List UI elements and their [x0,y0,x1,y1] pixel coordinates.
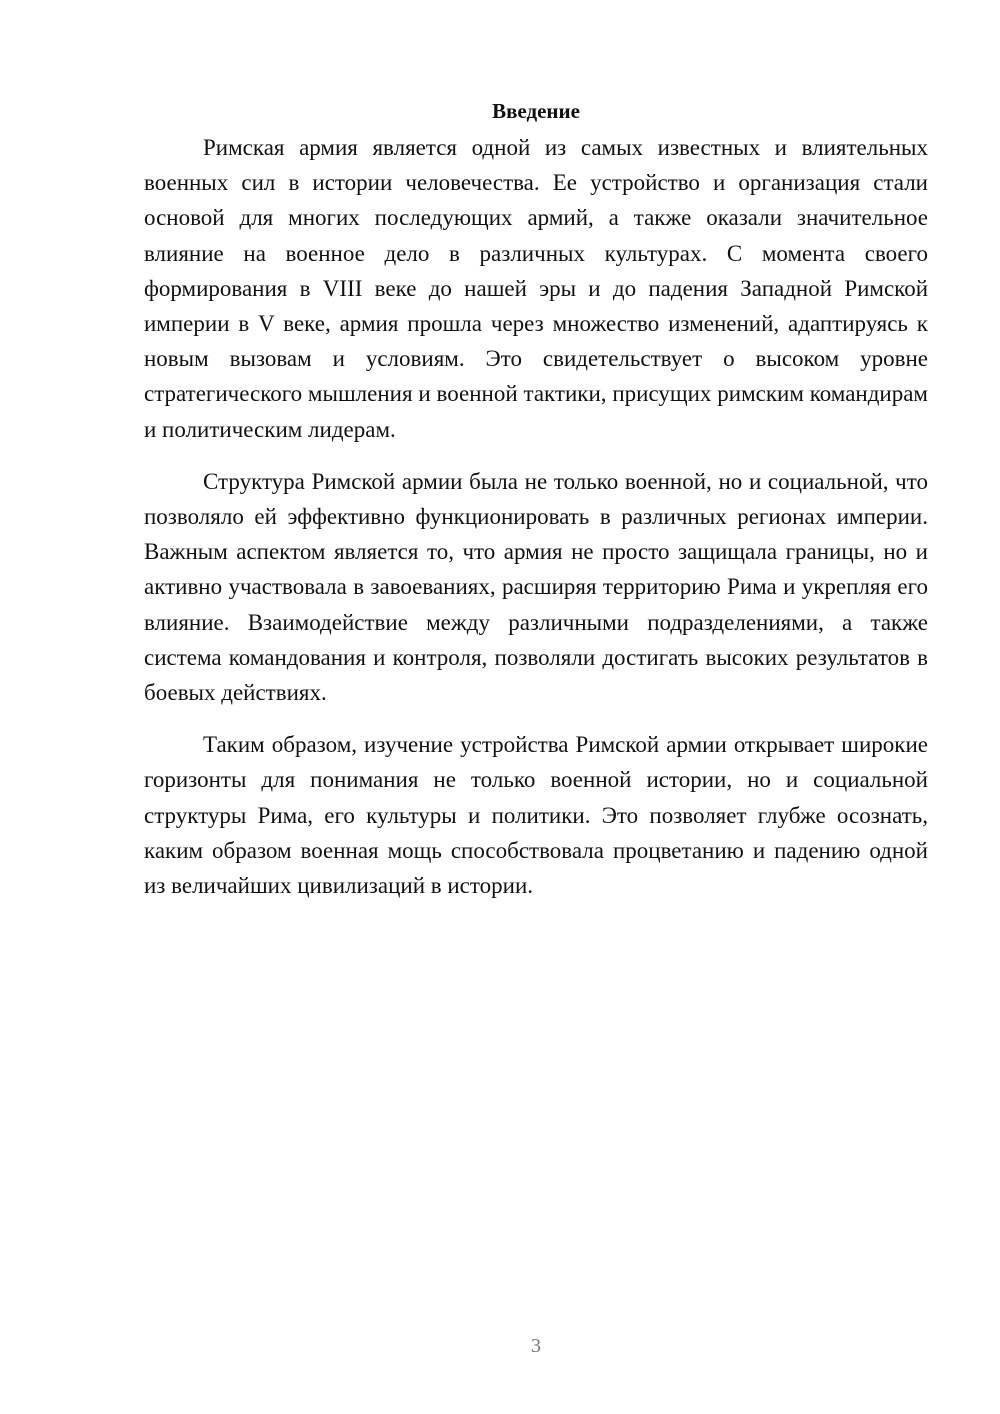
paragraph-1: Римская армия является одной из самых известных и влиятельных военных сил в истории человечества. Ее устройство и организация стали основой для многих последующих армий, а также оказали значительное влияние на военное дело в различных культурах. С момента своего формирования в VIII веке до нашей эры и до падения Западной Римской империи в V веке, армия прошла через множество изменений, адаптируясь к новым вызовам и условиям. Это свидетельствует о высоком уровне стратегического мышления и военной тактики, присущих римским командирам и политическим лидерам. [144,135,928,442]
paragraph-2: Структура Римской армии была не только военной, но и социальной, что позволяло ей эффективно функционировать в различных регионах империи. Важным аспектом является то, что армия не просто защищала границы, но и активно участвовала в завоеваниях, расширяя территорию Рима и укрепляя его влияние. Взаимодействие между различными подразделениями, а также система командования и контроля, позволяли достигать высоких результатов в боевых действиях. [144,468,928,706]
section-heading: Введение [492,99,580,123]
paragraph-3: Таким образом, изучение устройства Римской армии открывает широкие горизонты для понимания не только военной истории, но и социальной структуры Рима, его культуры и политики. Это позволяет глубже осознать, каким образом военная мощь способствовала процветанию и падению одной из величайших цивилизаций в истории. [144,732,928,899]
page-number: 3 [531,1335,541,1357]
page-content [144,95,928,903]
